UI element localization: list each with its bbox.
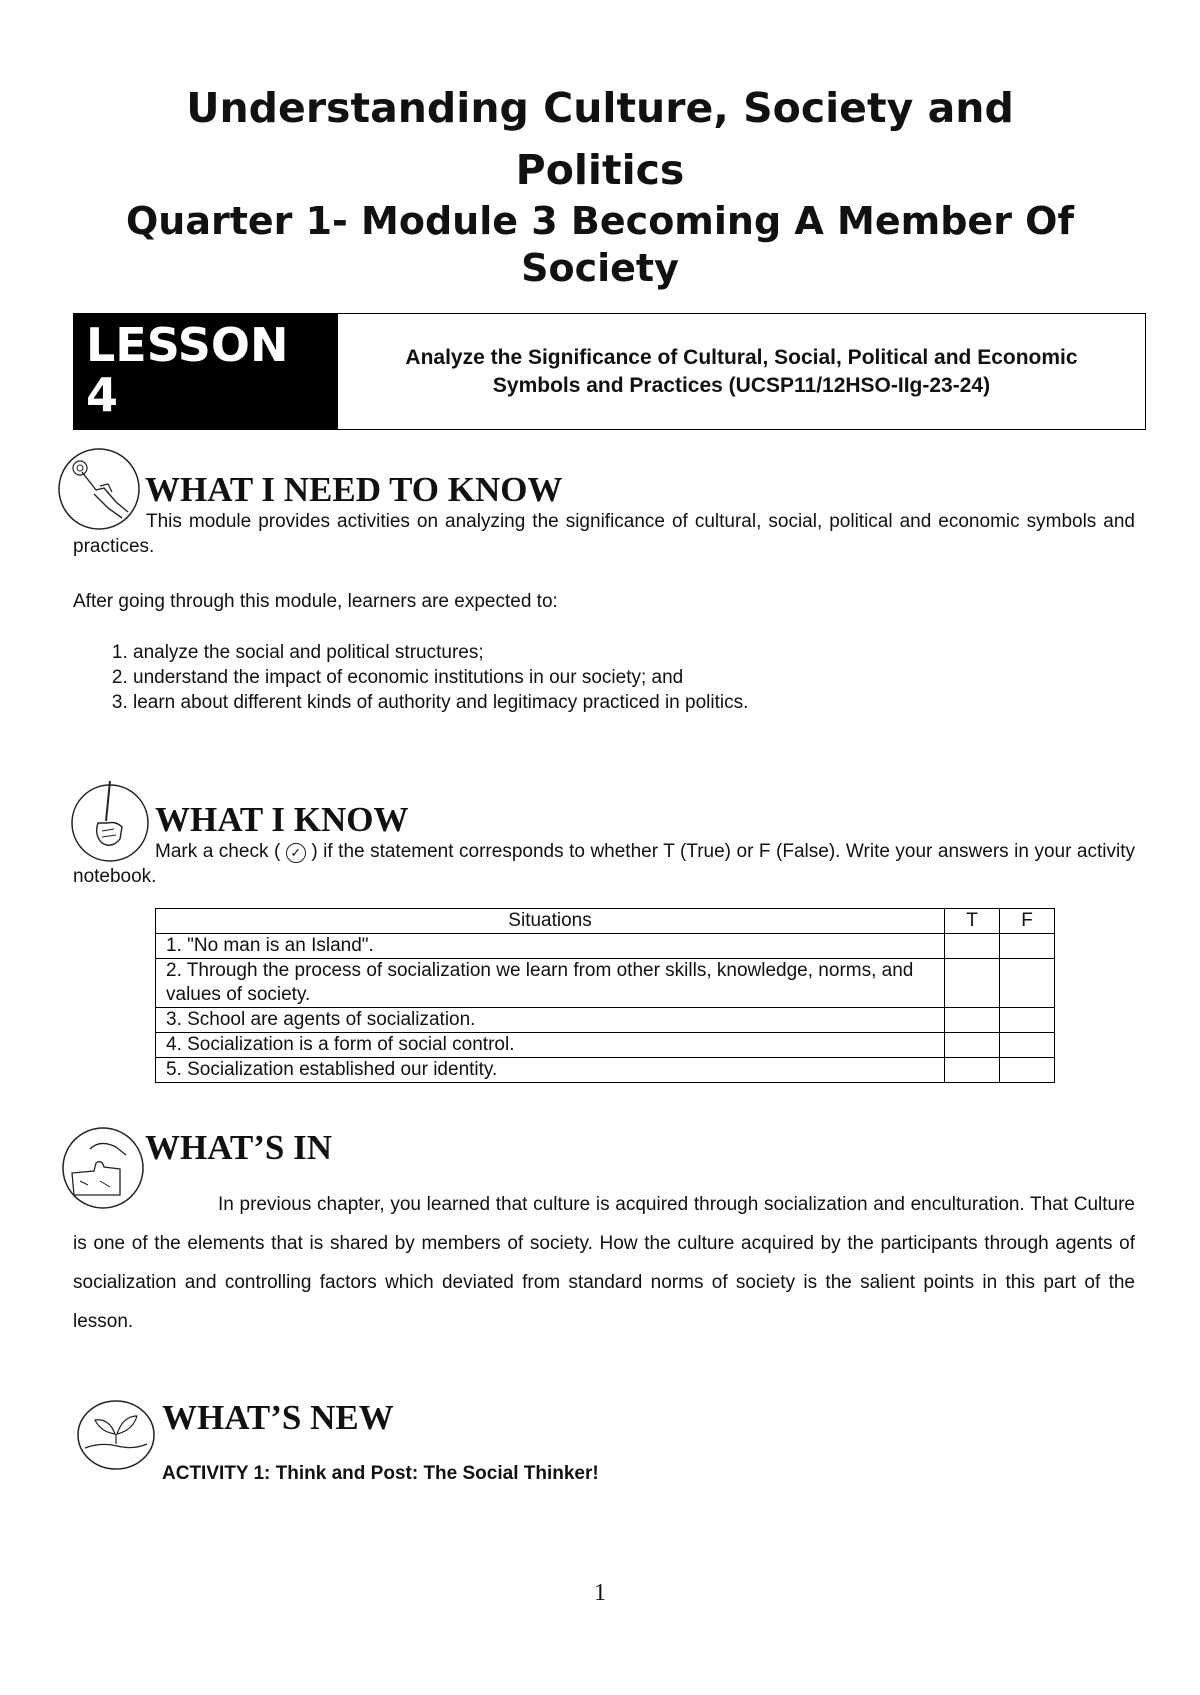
hand-holding-plant-icon (75, 1398, 157, 1472)
false-answer-cell[interactable] (1000, 1033, 1055, 1058)
situation-cell: 5. Socialization established our identity. (156, 1058, 945, 1083)
objectives-list (73, 640, 1133, 715)
objective-item: 3. learn about different kinds of authority and legitimacy practiced in politics. (133, 690, 1133, 715)
true-answer-cell[interactable] (945, 959, 1000, 1008)
objective-item: 1. analyze the social and political structures; (133, 640, 1133, 665)
situation-cell: 4. Socialization is a form of social control. (156, 1033, 945, 1058)
lesson-number: 4 (86, 368, 119, 422)
false-answer-cell[interactable] (1000, 1008, 1055, 1033)
section-heading-whats-new: WHAT’S NEW (162, 1398, 394, 1437)
table-row (156, 1033, 1055, 1058)
whats-in-paragraph: In previous chapter, you learned that culture is acquired through socialization and enculturation. That Culture is one of the elements that is shared by members of society. How the culture acquired by the participants through agents of socialization and controlling factors which deviated from standard norms of society is the salient points in this part of the lesson. (73, 1194, 1135, 1332)
lesson-label-word: LESSON (86, 318, 289, 372)
table-header-row (156, 909, 1055, 934)
page-number: 1 (594, 1580, 606, 1606)
lesson-label (74, 314, 338, 429)
section-heading-need-to-know: WHAT I NEED TO KNOW (145, 470, 563, 509)
situation-cell: 3. School are agents of socialization. (156, 1008, 945, 1033)
situations-table (155, 908, 1055, 1083)
table-row (156, 934, 1055, 959)
lesson-banner (73, 313, 1146, 430)
table-header-false: F (1000, 909, 1055, 934)
module-subtitle-line2: Society (521, 246, 679, 290)
false-answer-cell[interactable] (1000, 1058, 1055, 1083)
lesson-competency-line1: Analyze the Significance of Cultural, Social, Political and Economic (405, 345, 1078, 369)
situation-cell: 1. "No man is an Island". (156, 934, 945, 959)
table-header-situations: Situations (156, 909, 945, 934)
need-to-know-expectation: After going through this module, learners are expected to: (73, 591, 558, 612)
activity-title: ACTIVITY 1: Think and Post: The Social Thinker! (162, 1463, 599, 1484)
table-header-true: T (945, 909, 1000, 934)
true-answer-cell[interactable] (945, 1058, 1000, 1083)
lesson-competency-line2: Symbols and Practices (UCSP11/12HSO-IIg-23-24) (492, 373, 991, 397)
need-to-know-intro: This module provides activities on analyzing the significance of cultural, social, political and economic symbols and practices. (73, 511, 1135, 557)
lesson-competency (338, 314, 1145, 429)
section-heading-whats-in: WHAT’S IN (145, 1128, 333, 1167)
instructions-part1: Mark a check ( (155, 841, 281, 862)
section-heading-what-i-know: WHAT I KNOW (155, 800, 409, 839)
module-subtitle-line1: Quarter 1- Module 3 Becoming A Member Of (125, 199, 1075, 243)
check-mark-icon: ✓ (286, 843, 306, 863)
false-answer-cell[interactable] (1000, 959, 1055, 1008)
document-title-line1: Understanding Culture, Society and (186, 84, 1014, 132)
objective-item: 2. understand the impact of economic institutions in our society; and (133, 665, 1133, 690)
table-row (156, 959, 1055, 1008)
instructions-part2: ) if the statement corresponds to whether T (True) or F (False). Write your answers in your activity notebook. (73, 841, 1135, 887)
table-row (156, 1058, 1055, 1083)
true-answer-cell[interactable] (945, 934, 1000, 959)
table-row (156, 1008, 1055, 1033)
document-title-line2: Politics (515, 146, 685, 194)
situation-cell: 2. Through the process of socialization we learn from other skills, knowledge, norms, and values of society. (156, 959, 945, 1008)
true-answer-cell[interactable] (945, 1008, 1000, 1033)
what-i-know-instructions (73, 839, 1135, 889)
false-answer-cell[interactable] (1000, 934, 1055, 959)
true-answer-cell[interactable] (945, 1033, 1000, 1058)
